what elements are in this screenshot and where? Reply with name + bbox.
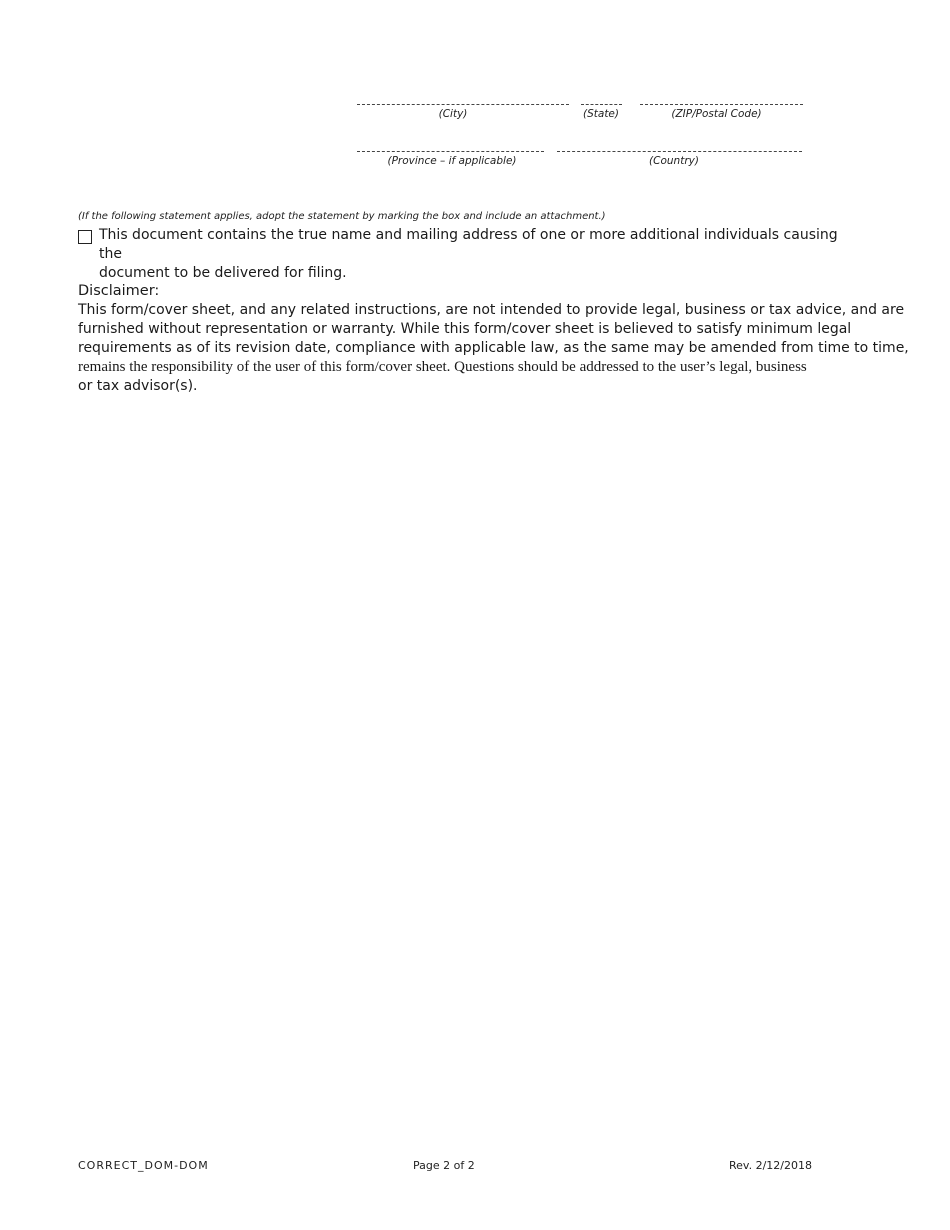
zip-label: (ZIP/Postal Code) [671,108,762,120]
additional-individuals-statement [99,226,859,283]
statement-line-2: document to be delivered for filing. [99,265,347,281]
disclaimer-line-1: This form/cover sheet, and any related instructions, are not intended to provide legal, business or tax advice, and are [78,302,905,318]
disclaimer-line-5: or tax advisor(s). [78,378,198,394]
disclaimer-line-3: requirements as of its revision date, compliance with applicable law, as the same may be amended from time to time, [78,340,909,356]
country-label: (Country) [649,155,699,167]
footer-form-id: CORRECT_DOM-DOM [78,1159,209,1172]
state-label: (State) [583,108,619,120]
attachment-note: (If the following statement applies, adopt the statement by marking the box and include an attachment.) [78,211,606,222]
footer-page-number: Page 2 of 2 [413,1159,475,1172]
footer-revision: Rev. 2/12/2018 [729,1159,812,1172]
disclaimer-title: Disclaimer: [78,283,160,299]
province-label: (Province – if applicable) [387,155,517,167]
disclaimer-text [78,301,909,396]
statement-line-1: This document contains the true name and mailing address of one or more additional individuals causing the [99,227,838,262]
disclaimer-line-2: furnished without representation or warranty. While this form/cover sheet is believed to satisfy minimum legal [78,321,852,337]
additional-individuals-checkbox[interactable] [78,230,92,244]
city-label: (City) [438,108,468,120]
disclaimer-line-4: remains the responsibility of the user of this form/cover sheet. Questions should be addressed to the user’s legal, business [78,359,807,375]
